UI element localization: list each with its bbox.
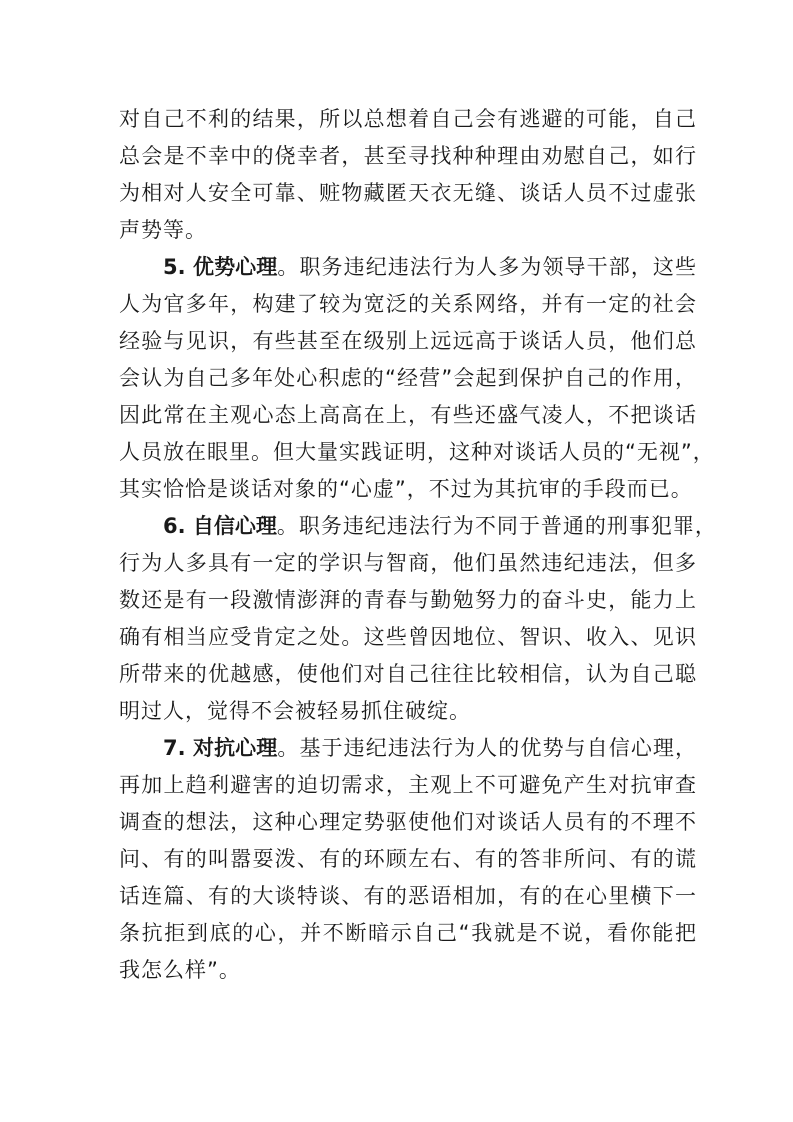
- section-heading: 5. 优势心理: [163, 255, 278, 279]
- text-line: [119, 249, 697, 286]
- text-line: 总会是不幸中的侥幸者，甚至寻找种种理由劝慰自己，如行: [119, 144, 697, 168]
- text-line: 明过人，觉得不会被轻易抓住破绽。: [119, 699, 471, 723]
- text-line: 人为官多年，构建了较为宽泛的关系网络，并有一定的社会: [119, 292, 697, 316]
- text-line: 经验与见识，有些甚至在级别上远远高于谈话人员，他们总: [119, 329, 697, 353]
- section-heading: 6. 自信心理: [163, 514, 277, 538]
- text-line: 话连篇、有的大谈特谈、有的恶语相加，有的在心里横下一: [119, 884, 697, 908]
- paragraph: [119, 101, 697, 249]
- text-line: 调查的想法，这种心理定势驱使他们对谈话人员有的不理不: [119, 810, 697, 834]
- text-line: 条抗拒到底的心，并不断暗示自己“我就是不说，看你能把: [119, 921, 697, 945]
- text-line: 所带来的优越感，使他们对自己往往比较相信，认为自己聪: [119, 662, 697, 686]
- document-page: [119, 101, 717, 989]
- paragraph: [119, 508, 717, 730]
- text-line: 对自己不利的结果，所以总想着自己会有逃避的可能，自己: [119, 107, 697, 131]
- section-heading: 7. 对抗心理: [163, 736, 278, 760]
- text-line: 会认为自己多年处心积虑的“经营”会起到保护自己的作用，: [119, 366, 697, 390]
- paragraph: [119, 730, 697, 989]
- text-line: 问、有的叫嚣耍泼、有的环顾左右、有的答非所问、有的谎: [119, 847, 697, 871]
- text-line: 再加上趋利避害的迫切需求，主观上不可避免产生对抗审查: [119, 773, 697, 797]
- text-line: [119, 730, 697, 767]
- text-line: 确有相当应受肯定之处。这些曾因地位、智识、收入、见识: [119, 625, 697, 649]
- paragraph: [119, 249, 715, 508]
- text-line: 数还是有一段激情澎湃的青春与勤勉努力的奋斗史，能力上: [119, 588, 697, 612]
- text-line: [119, 508, 717, 545]
- text-line: 为相对人安全可靠、赃物藏匿天衣无缝、谈话人员不过虚张: [119, 181, 697, 205]
- line-text: 。职务违纪违法行为人多为领导干部，这些: [277, 255, 697, 279]
- line-text: 。职务违纪违法行为不同于普通的刑事犯罪，: [276, 514, 717, 538]
- text-line: 人员放在眼里。但大量实践证明，这种对谈话人员的“无视”，: [119, 440, 715, 464]
- text-line: 我怎么样”。: [119, 958, 241, 982]
- text-line: 其实恰恰是谈话对象的“心虚”，不过为其抗审的手段而已。: [119, 477, 693, 501]
- line-text: 。基于违纪违法行为人的优势与自信心理，: [277, 736, 697, 760]
- text-line: 行为人多具有一定的学识与智商，他们虽然违纪违法，但多: [119, 551, 697, 575]
- text-line: 声势等。: [119, 218, 207, 242]
- text-line: 因此常在主观心态上高高在上，有些还盛气凌人，不把谈话: [119, 403, 697, 427]
